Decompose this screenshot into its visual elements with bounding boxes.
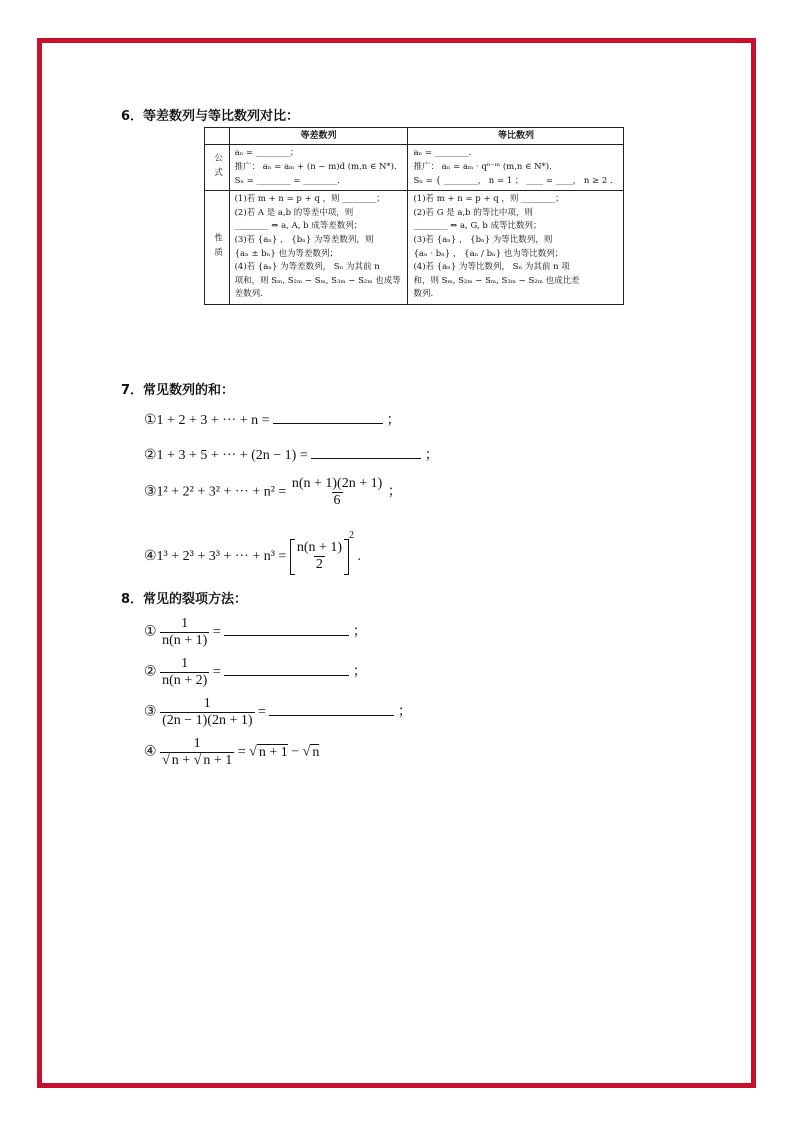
sum-item-2 xyxy=(144,444,439,464)
geom-property-line: (1)若 m + n = p + q ，则 ________； xyxy=(413,194,564,205)
answer-blank xyxy=(224,674,349,676)
arith-property-line: 差数列. xyxy=(234,289,263,300)
table-row-formula xyxy=(205,145,624,191)
split-item-4-mark: ④ xyxy=(144,744,157,760)
geom-property-line: (2)若 G 是 a,b 的等比中项，则 xyxy=(413,207,533,218)
sum-item-3-end: ； xyxy=(387,484,402,500)
sum-item-4-lhs: ④1³ + 2³ + 3³ + ··· + n³ = xyxy=(144,549,287,564)
sum-item-4-end: . xyxy=(357,549,362,564)
split-item-1-end: ； xyxy=(352,624,367,640)
split-item-3: ③ $\frac{1}{(2n - 1)(2n + 1)}$ = ； xyxy=(144,696,412,728)
split-item-2-fraction xyxy=(160,656,209,689)
sum-item-2-end: ； xyxy=(424,448,439,463)
geom-property-line: 和，则 Sₘ, S₂ₘ − Sₘ, S₃ₘ − S₂ₘ 也成比差 xyxy=(413,275,580,286)
split-item-3-end: ； xyxy=(397,704,412,720)
cell-geom-formula xyxy=(408,145,624,191)
arith-property-line: (1)若 m + n = p + q ，则 ________； xyxy=(234,194,385,205)
fraction-numerator: n(n + 1) xyxy=(296,540,343,556)
arith-formula-line: aₙ = ________； xyxy=(234,148,299,159)
sum-item-1-lhs: ①1 + 2 + 3 + ··· + n = xyxy=(144,413,270,428)
table-row-property xyxy=(205,191,624,305)
answer-blank xyxy=(224,634,349,636)
col-header-geometric: 等比数列 xyxy=(408,128,624,145)
table-corner xyxy=(205,128,230,145)
split-item-2: ② $\frac{1}{n(n + 2)}$ = ； xyxy=(144,656,367,688)
section-6-title: 6．等差数列与等比数列对比： xyxy=(121,109,300,124)
answer-blank xyxy=(269,714,394,716)
arith-formula-line: Sₙ = ________ = ________． xyxy=(234,175,346,186)
arith-property-line: (4)若 {aₙ} 为等差数列， Sₙ 为其前 n xyxy=(234,262,380,273)
fraction-denominator: n(n + 2) xyxy=(162,673,208,688)
fraction-numerator: 1 xyxy=(181,616,189,631)
split-item-3-mark: ③ xyxy=(144,704,157,720)
fraction-denominator: √ n + √ n + 1 xyxy=(162,753,233,768)
section-7-title: 7．常见数列的和： xyxy=(121,383,235,398)
comparison-table xyxy=(204,127,624,305)
split-item-4-fraction xyxy=(160,736,234,769)
sum-item-1 xyxy=(144,409,401,429)
sqrt-radicand: n xyxy=(312,744,320,760)
cell-arith-formula xyxy=(229,145,408,191)
sum-item-3 xyxy=(144,476,402,509)
split-item-3-fraction xyxy=(160,696,254,729)
split-item-2-mark: ② xyxy=(144,664,157,680)
split-item-1-mark: ① xyxy=(144,624,157,640)
geom-property-line: (3)若 {aₙ} ， {bₙ} 为等比数列，则 xyxy=(413,234,553,245)
split-item-1-fraction xyxy=(160,616,209,649)
arith-property-line: (3)若 {aₙ} ， {bₙ} 为等差数列，则 xyxy=(234,234,374,245)
minus-sign: − xyxy=(291,744,300,760)
col-header-arithmetic: 等差数列 xyxy=(229,128,408,145)
fraction-denominator: 6 xyxy=(333,493,341,508)
right-bracket xyxy=(344,539,349,575)
split-item-1: ① $\frac{1}{n(n + 1)}$ = ； xyxy=(144,616,367,648)
row-label-formula: 公式 xyxy=(205,145,230,191)
sum-item-3-fraction xyxy=(290,476,384,509)
fraction-numerator: 1 xyxy=(203,696,211,711)
sum-item-2-lhs: ②1 + 3 + 5 + ··· + (2n − 1) = xyxy=(144,448,308,463)
arith-property-line: ________ ⇔ a, A, b 成等差数列； xyxy=(234,221,363,232)
geom-property-line: (4)若 {aₙ} 为等比数列， Sₙ 为其前 n 项 xyxy=(413,262,570,273)
fraction-denominator: 2 xyxy=(315,557,323,573)
sum-item-3-lhs: ③1² + 2² + 3² + ··· + n² = xyxy=(144,484,287,500)
equals-sign: = xyxy=(237,744,246,760)
section-8-title: 8．常见的裂项方法： xyxy=(121,592,248,607)
sum-item-4 xyxy=(144,530,361,575)
cell-geom-property xyxy=(408,191,624,305)
fraction-numerator: 1 xyxy=(193,736,201,751)
arith-property-line: (2)若 A 是 a,b 的等差中项，则 xyxy=(234,207,354,218)
sqrt-radicand: n + 1 xyxy=(203,753,233,768)
plus-sign: + xyxy=(182,753,191,768)
sqrt-radicand: n xyxy=(171,753,179,768)
fraction-denominator: n(n + 1) xyxy=(162,633,208,648)
table-header-row xyxy=(205,128,624,145)
geom-property-line: 数列. xyxy=(413,289,434,300)
cell-arith-property xyxy=(229,191,408,305)
sum-item-4-fraction xyxy=(295,540,344,573)
geom-formula-line: Sₙ = { ________， n = 1 ； ____ = ____， n ≥ 2 ． xyxy=(413,175,619,186)
arith-property-line: {aₙ ± bₙ} 也为等差数列； xyxy=(234,248,339,259)
bracket-exponent: 2 xyxy=(349,530,355,541)
geom-property-line: ________ ⇔ a, G, b 成等比数列； xyxy=(413,221,542,232)
fraction-numerator: n(n + 1)(2n + 1) xyxy=(291,476,383,491)
arith-property-line: 项和，则 Sₘ, S₂ₘ − Sₘ, S₃ₘ − S₂ₘ 也成等 xyxy=(234,275,401,286)
answer-blank xyxy=(273,422,383,424)
split-item-2-end: ； xyxy=(352,664,367,680)
geom-formula-line: 推广： aₙ = aₘ · qⁿ⁻ᵐ (m,n ∈ N*)． xyxy=(413,161,558,172)
fraction-numerator: 1 xyxy=(181,656,189,671)
arith-formula-line: 推广： aₙ = aₘ + (n − m)d (m,n ∈ N*)． xyxy=(234,161,403,172)
split-item-4: ④ $\frac{1}{√ n + √ n + 1}$ = √ n + 1 − √ n xyxy=(144,736,320,768)
geom-property-line: {aₙ · bₙ} ， {aₙ / bₙ} 也为等比数列； xyxy=(413,248,564,259)
geom-formula-line: aₙ = ________． xyxy=(413,148,478,159)
answer-blank xyxy=(311,457,421,459)
sqrt-radicand: n + 1 xyxy=(258,744,288,760)
fraction-denominator: (2n − 1)(2n + 1) xyxy=(162,713,253,728)
row-label-property: 性质 xyxy=(205,191,230,305)
sum-item-1-end: ； xyxy=(386,413,401,428)
